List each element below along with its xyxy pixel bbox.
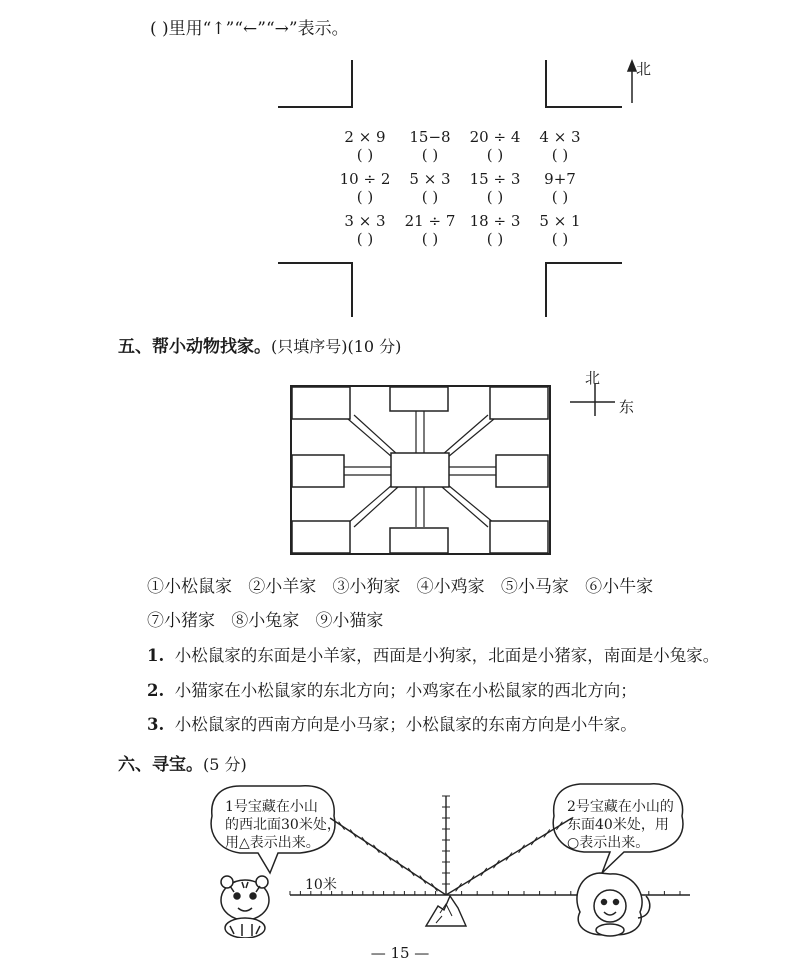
answer-bracket[interactable]: ( ) [356, 146, 374, 164]
clue-line [147, 711, 637, 735]
axis-tick [397, 860, 403, 868]
clue-text: 小松鼠家的西南方向是小马家；小松鼠家的东南方向是小牛家。 [174, 715, 637, 734]
answer-bracket[interactable]: ( ) [421, 146, 439, 164]
clue-number: 3. [147, 715, 165, 734]
home-box-southwest [292, 521, 350, 553]
option-item: ③小狗家 [332, 577, 401, 597]
grid-cell: 2 × 9 ( ) [330, 128, 400, 164]
axis-tick [468, 876, 474, 884]
grid-cell: 20 ÷ 4 ( ) [460, 128, 530, 164]
axis-tick [373, 845, 379, 853]
answer-bracket[interactable]: ( ) [486, 230, 504, 248]
home-box-north [390, 387, 448, 411]
bubble-right-text: 2号宝藏在小山的 东面40米处，用 ○表示出来。 [567, 799, 674, 851]
answer-bracket[interactable]: ( ) [551, 230, 569, 248]
page-number: — 15 — [370, 944, 430, 962]
option-item: ⑥小牛家 [585, 577, 654, 597]
axis-tick [420, 876, 426, 884]
top-instruction: ( )里用“↑”“←”“→”表示。 [150, 19, 349, 39]
axis-tick [362, 837, 368, 845]
grid-cell: 15−8 ( ) [395, 128, 465, 164]
north-arrow-icon [628, 61, 636, 103]
arrow-up-icon: ↑ [211, 19, 226, 39]
grid-cell: 10 ÷ 2 ( ) [330, 170, 400, 206]
mountain-icon [426, 896, 466, 926]
axis-tick [506, 853, 512, 861]
options-row-1 [147, 572, 653, 597]
corner-bottom-right [546, 263, 622, 317]
corner-top-right [546, 60, 622, 107]
option-item: ⑨小猫家 [315, 611, 384, 631]
home-box-center [391, 453, 449, 487]
axis-tick [350, 829, 356, 837]
axis-tick [519, 845, 525, 853]
arrow-right-icon: → [274, 19, 289, 39]
option-item: ⑧小兔家 [231, 611, 300, 631]
section6-title: 六、寻宝。 [118, 755, 203, 775]
grid-cell: 3 × 3 ( ) [330, 212, 400, 248]
compass-north-label-1: 北 [636, 60, 652, 78]
axis-tick [385, 853, 391, 861]
home-box-southeast [490, 521, 548, 553]
answer-bracket[interactable]: ( ) [356, 188, 374, 206]
axis-tick [493, 860, 499, 868]
option-item: ④小鸡家 [416, 577, 485, 597]
section5-title: 五、帮小动物找家。 [118, 337, 271, 357]
options-row-2 [147, 606, 383, 631]
scale-label: 10米 [305, 877, 337, 893]
arrow-left-icon: ← [243, 19, 258, 39]
clue-line [147, 642, 719, 666]
answer-bracket[interactable]: ( ) [150, 19, 169, 39]
clue-text: 小猫家在小松鼠家的东北方向；小鸡家在小松鼠家的西北方向； [174, 681, 637, 700]
grid-cell: 5 × 3 ( ) [395, 170, 465, 206]
axis-tick [431, 883, 437, 891]
axis-tick [481, 868, 487, 876]
answer-bracket[interactable]: ( ) [421, 188, 439, 206]
grid-cell: 9+7 ( ) [525, 170, 595, 206]
answer-bracket[interactable]: ( ) [486, 146, 504, 164]
answer-bracket[interactable]: ( ) [486, 188, 504, 206]
arithmetic-grid [330, 128, 630, 248]
animal-homes-map [290, 385, 552, 557]
clue-text: 小松鼠家的东面是小羊家，西面是小狗家，北面是小猪家，南面是小兔家。 [174, 646, 720, 665]
section6-heading [118, 750, 247, 775]
compass-north-label: 北 [585, 369, 601, 387]
clue-line [147, 677, 637, 701]
option-item: ②小羊家 [248, 577, 317, 597]
option-item: ①小松鼠家 [147, 577, 232, 597]
grid-cell: 21 ÷ 7 ( ) [395, 212, 465, 248]
axis-tick [544, 829, 550, 837]
axis-tick [456, 883, 462, 891]
option-item: ⑤小马家 [500, 577, 569, 597]
clue-number: 2. [147, 681, 165, 700]
answer-bracket[interactable]: ( ) [421, 230, 439, 248]
axis-tick [408, 868, 414, 876]
section5-heading [118, 332, 401, 357]
home-box-northeast [490, 387, 548, 419]
section5-note: (只填序号)(10 分) [271, 337, 402, 356]
axis-tick [531, 837, 537, 845]
home-box-west [292, 455, 344, 487]
compass-icon [565, 382, 615, 422]
answer-bracket[interactable]: ( ) [551, 188, 569, 206]
grid-cell: 18 ÷ 3 ( ) [460, 212, 530, 248]
home-box-south [390, 528, 448, 553]
home-box-east [496, 455, 548, 487]
corner-bottom-left [278, 263, 352, 317]
grid-cell: 4 × 3 ( ) [525, 128, 595, 164]
bubble-left-text: 1号宝藏在小山 的西北面30米处， 用△表示出来。 [225, 799, 341, 851]
option-item: ⑦小猪家 [147, 611, 215, 631]
corner-top-left [278, 60, 352, 107]
home-box-northwest [292, 387, 350, 419]
compass-east-label: 东 [619, 398, 635, 416]
answer-bracket[interactable]: ( ) [356, 230, 374, 248]
tiger-icon [221, 876, 269, 938]
clue-number: 1. [147, 646, 165, 665]
section6-note: (5 分) [203, 755, 247, 774]
grid-cell: 5 × 1 ( ) [525, 212, 595, 248]
answer-bracket[interactable]: ( ) [551, 146, 569, 164]
lion-icon [577, 873, 650, 936]
grid-cell: 15 ÷ 3 ( ) [460, 170, 530, 206]
